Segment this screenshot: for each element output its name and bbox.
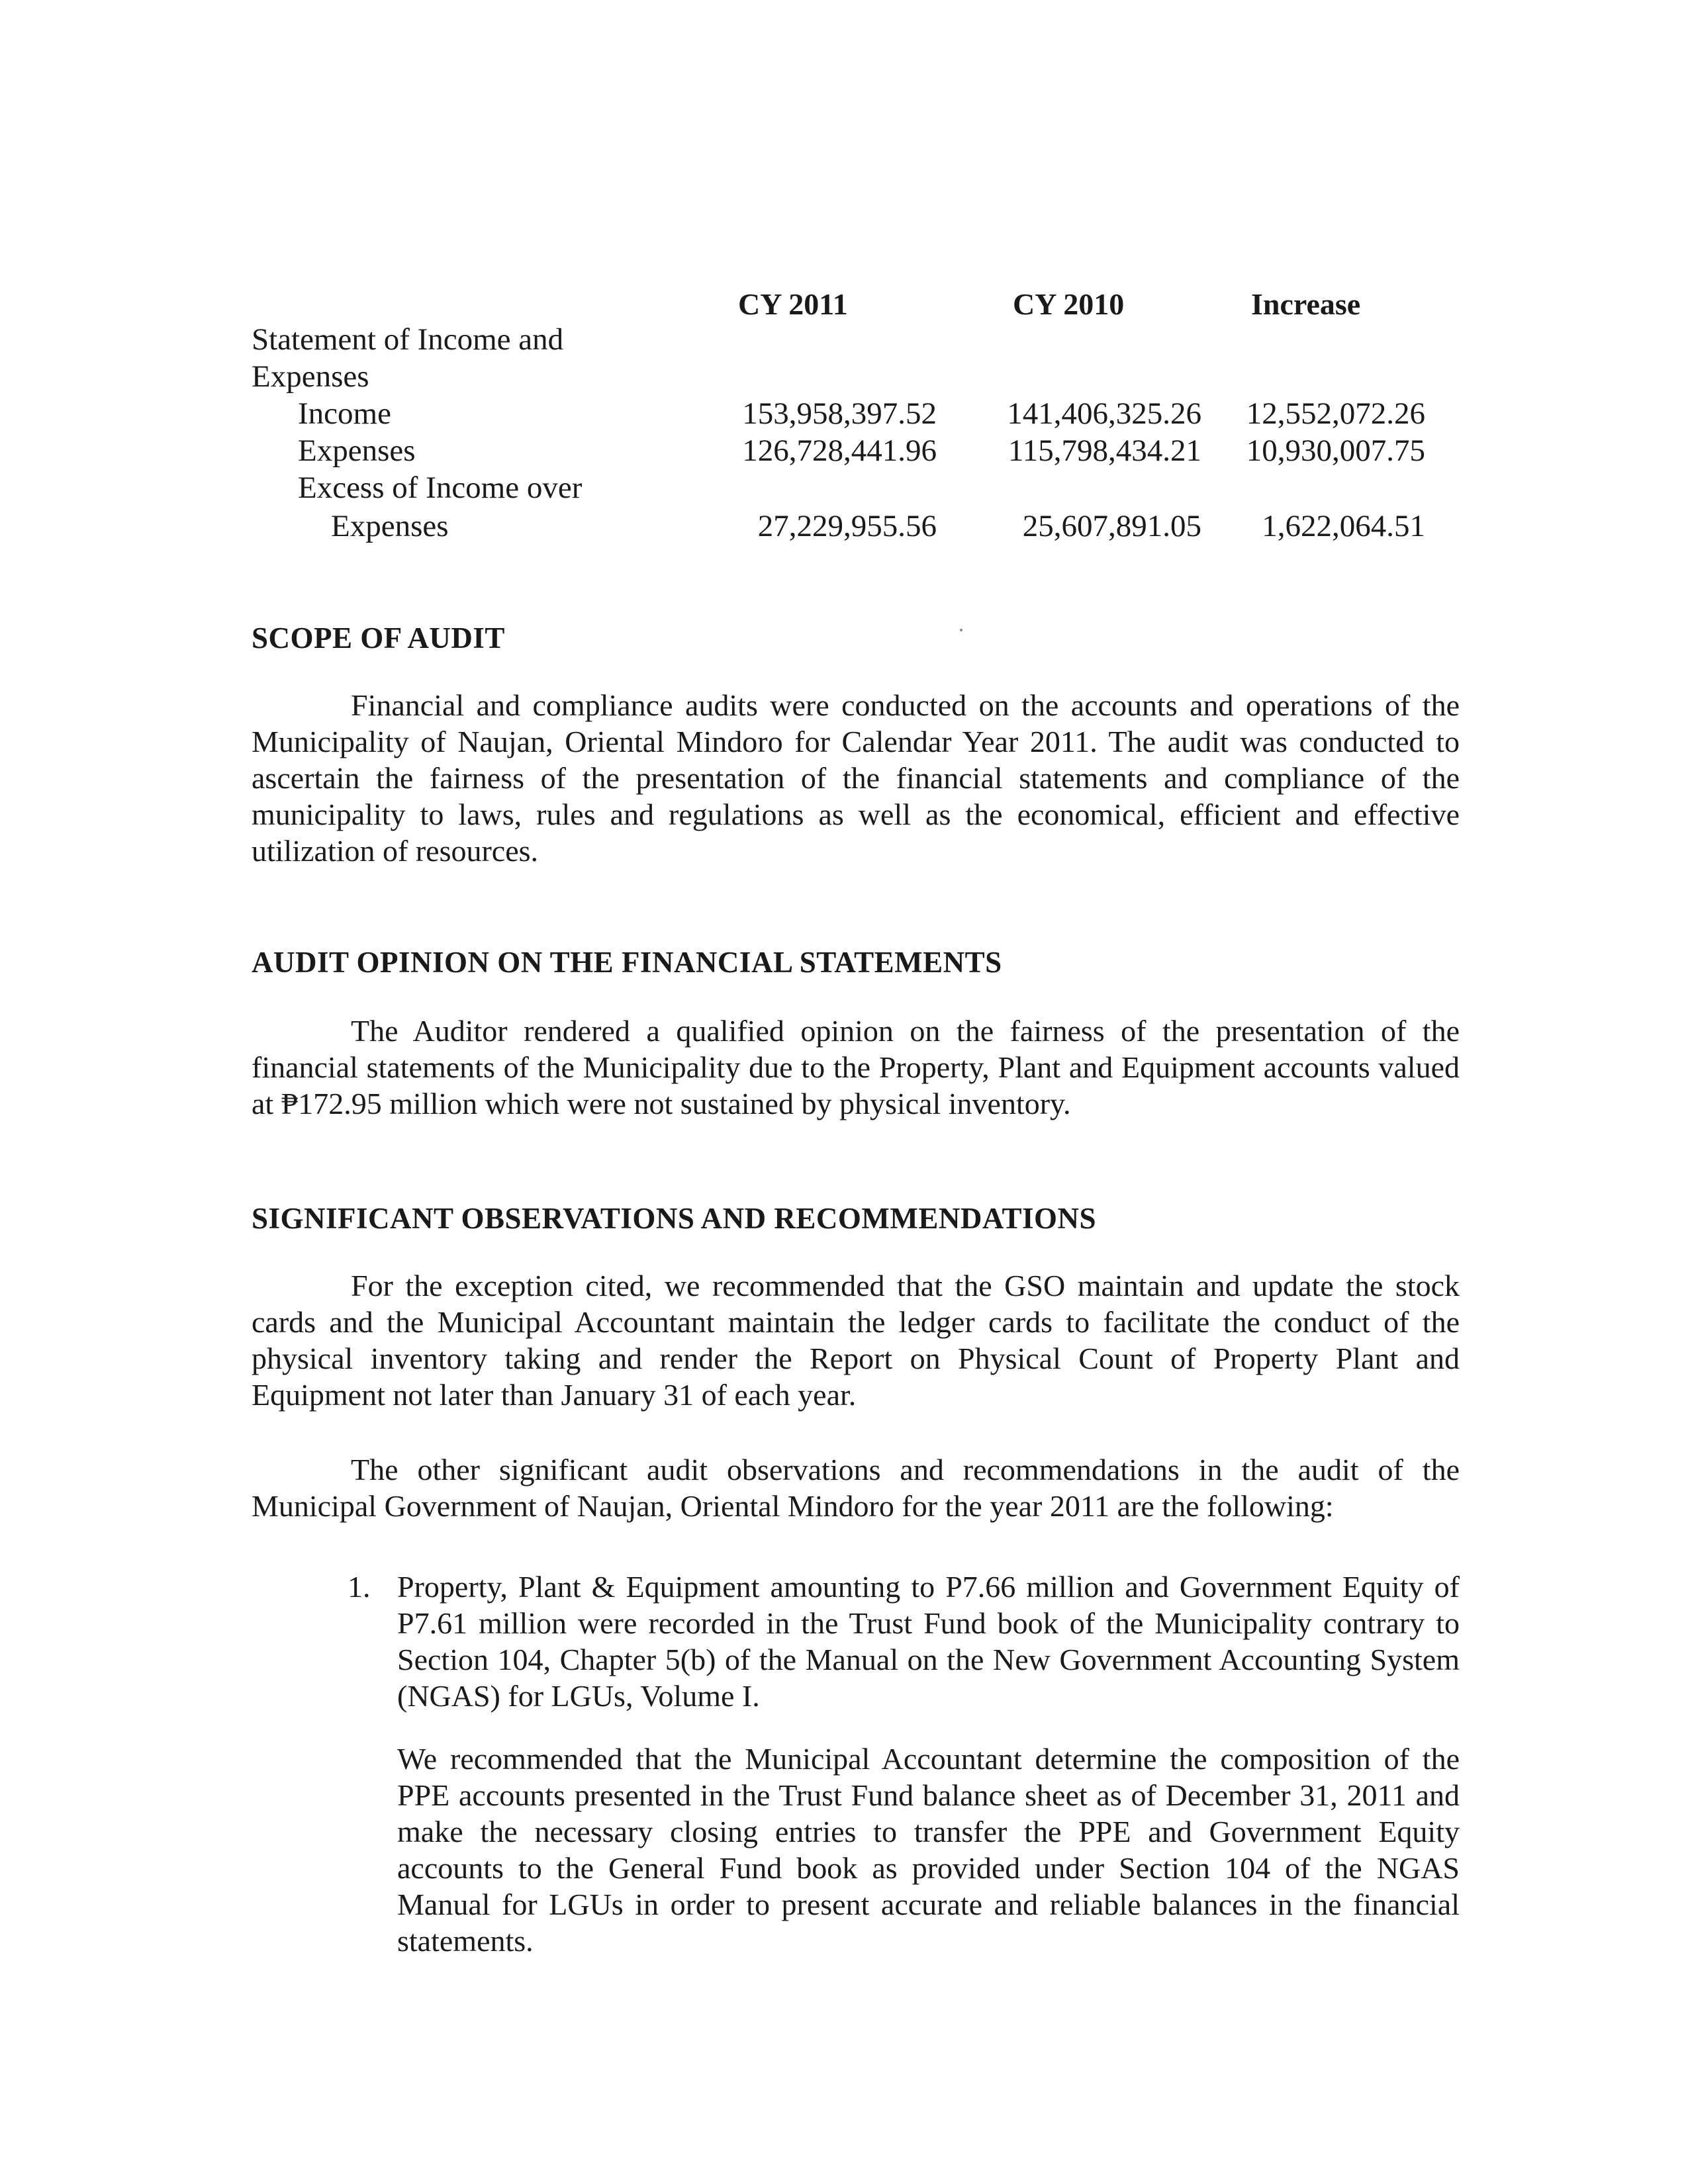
- col-header-cy2011: CY 2011: [738, 287, 848, 321]
- observations-paragraph-1: For the exception cited, we recommended that the GSO maintain and update the stock cards and the Municipal Accountant maintain the ledger cards to facilitate the conduct of the physical inventory taking and render the Report on Physical Count of Property Plant and Equipment not later than January 31 of each year.: [252, 1269, 1460, 1412]
- opinion-paragraph: The Auditor rendered a qualified opinion on the fairness of the presentation of the financial statements of the Municipality due to the Property, Plant and Equipment accounts valued at ₱172.95 million which were not sustained by physical inventory.: [252, 1014, 1460, 1120]
- row-label-cont: Expenses: [331, 509, 449, 543]
- scan-speck: [960, 629, 962, 631]
- cell-cy2011: 126,728,441.96: [742, 433, 937, 468]
- col-header-increase: Increase: [1251, 287, 1361, 321]
- cell-increase: 10,930,007.75: [1246, 433, 1425, 468]
- cell-cy2010: 115,798,434.21: [1008, 433, 1201, 468]
- cell-increase: 12,552,072.26: [1246, 396, 1425, 431]
- list-item-text: Property, Plant & Equipment amounting to P7.66 million and Government Equity of P7.61 million were recorded in the Trust Fund book of the Municipality contrary to Section 104, Chapter 5(b) of the Manual on the New Government Accounting System (NGAS) for LGUs, Volume I.: [397, 1570, 1460, 1713]
- section-heading-scope: SCOPE OF AUDIT: [252, 621, 505, 655]
- section-heading-observations: SIGNIFICANT OBSERVATIONS AND RECOMMENDATIONS: [252, 1202, 1097, 1235]
- table-row: [252, 469, 1443, 506]
- table-row-excess: [252, 508, 1443, 545]
- observations-paragraph-2: The other significant audit observations and recommendations in the audit of the Municipal Government of Naujan, Oriental Mindoro for the year 2011 are the following:: [252, 1453, 1460, 1523]
- cell-cy2011: 27,229,955.56: [757, 509, 937, 543]
- row-label: Excess of Income over: [298, 471, 583, 505]
- cell-increase: 1,622,064.51: [1262, 509, 1425, 543]
- cell-cy2010: 141,406,325.26: [1007, 396, 1201, 431]
- cell-cy2011: 153,958,397.52: [742, 396, 937, 431]
- section-heading-opinion: AUDIT OPINION ON THE FINANCIAL STATEMENTS: [252, 946, 1002, 979]
- table-row-income: [252, 395, 1443, 432]
- scope-paragraph: Financial and compliance audits were conducted on the accounts and operations of the Municipality of Naujan, Oriental Mindoro for Calendar Year 2011. The audit was conducted to ascertain the fairness of the presentation of the financial statements and compliance of the municipality to laws, rules and regulations as well as the economical, efficient and effective utilization of resources.: [252, 688, 1460, 868]
- table-row-expenses: [252, 432, 1443, 469]
- row-label: Expenses: [298, 433, 416, 468]
- list-item-recommendation: We recommended that the Municipal Accountant determine the composition of the PPE accounts presented in the Trust Fund balance sheet as of December 31, 2011 and make the necessary closing entries to transfer the PPE and Government Equity accounts to the General Fund book as provided under Section 104 of the NGAS Manual for LGUs in order to present accurate and reliable balances in the financial statements.: [397, 1742, 1460, 1958]
- section-label: Statement of Income and: [252, 322, 564, 357]
- cell-cy2010: 25,607,891.05: [1022, 509, 1201, 543]
- list-item-number: 1.: [348, 1570, 371, 1604]
- col-header-cy2010: CY 2010: [1013, 287, 1125, 321]
- row-label: Income: [298, 396, 391, 431]
- section-label-cont: Expenses: [252, 359, 369, 394]
- table-row: [252, 358, 1443, 395]
- table-row: [252, 321, 1443, 358]
